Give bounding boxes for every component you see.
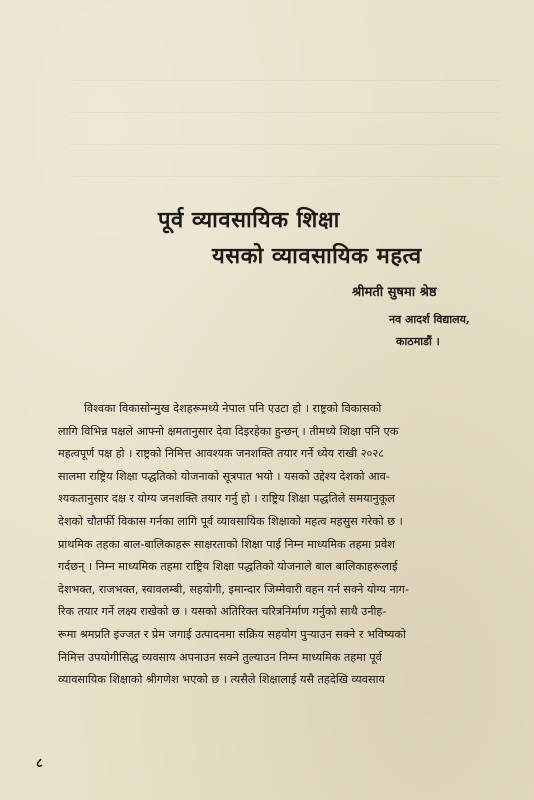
body-line: व्यावसायिक शिक्षाको श्रीगणेश भएको छ । त्यसैले शिक्षालाई यसै तहदेखि व्यवसाय <box>58 673 385 687</box>
body-line: विश्वका विकासोन्मुख देशहरूमध्ये नेपाल पनि एउटा हो । राष्ट्रको विकासको <box>84 402 382 415</box>
author-name: श्रीमती सुषमा श्रेष्ठ <box>352 285 437 300</box>
article-title-line-2: यसको व्यावसायिक महत्व <box>212 243 422 269</box>
body-line: रूमा श्रमप्रति इज्जत र प्रेम जगाई उत्पादनमा सक्रिय सहयोग पुऱ्याउन सक्ने र भविष्यको <box>58 627 406 641</box>
page-number: ८ <box>36 756 43 771</box>
body-line: गर्दछन् । निम्न माध्यमिक तहमा राष्ट्रिय शिक्षा पद्धतिको योजनाले बाल बालिकाहरूलाई <box>58 560 398 574</box>
article-title-line-1: पूर्व व्यावसायिक शिक्षा <box>158 207 340 233</box>
bleed-through-line <box>70 80 500 81</box>
body-line: प्राथमिक तहका बाल-बालिकाहरू साक्षरताको शिक्षा पाई निम्न माध्यमिक तहमा प्रवेश <box>58 537 395 551</box>
author-school: नव आदर्श विद्यालय, <box>389 313 470 326</box>
bleed-through-line <box>70 176 500 177</box>
author-city: काठमाडौं । <box>396 335 440 348</box>
body-line: सालमा राष्ट्रिय शिक्षा पद्धतिको योजनाको सूत्रपात भयो । यसको उद्देश्य देशको आव- <box>58 469 390 483</box>
body-line: लागि विभिन्न पक्षले आफ्नो क्षमतानुसार देवा दिइरहेका हुन्छन् । तीमध्ये शिक्षा पनि एक <box>58 424 399 438</box>
bleed-through-line <box>70 112 500 113</box>
body-line: देशभक्त, राजभक्त, स्वावलम्बी, सहयोगी, इमान्दार जिम्मेवारी वहन गर्न सक्ने योग्य नाग- <box>58 582 409 596</box>
body-line: रिक तयार गर्ने लक्ष्य राखेको छ । यसको अतिरिक्त चरित्रनिर्माण गर्नुको साथै उनीह- <box>58 605 387 619</box>
article-body <box>58 398 518 692</box>
body-line: देशको चौतर्फी विकास गर्नका लागि पूर्व व्यावसायिक शिक्षाको महत्व महसुस गरेको छ । <box>58 514 403 528</box>
bleed-through-line <box>70 144 500 145</box>
body-line: निमित्त उपयोगीसिद्ध व्यवसाय अपनाउन सक्ने तुल्याउन निम्न माध्यमिक तहमा पूर्व <box>58 650 382 664</box>
body-line: श्यकतानुसार दक्ष र योग्य जनशक्ति तयार गर्नु हो । राष्ट्रिय शिक्षा पद्धतिले समयानुकूल <box>58 492 395 506</box>
body-line: महत्वपूर्ण पक्ष हो । राष्ट्रको निमित्त आवश्यक जनशक्ति तयार गर्ने ध्येय राखी २०२८ <box>58 447 385 461</box>
